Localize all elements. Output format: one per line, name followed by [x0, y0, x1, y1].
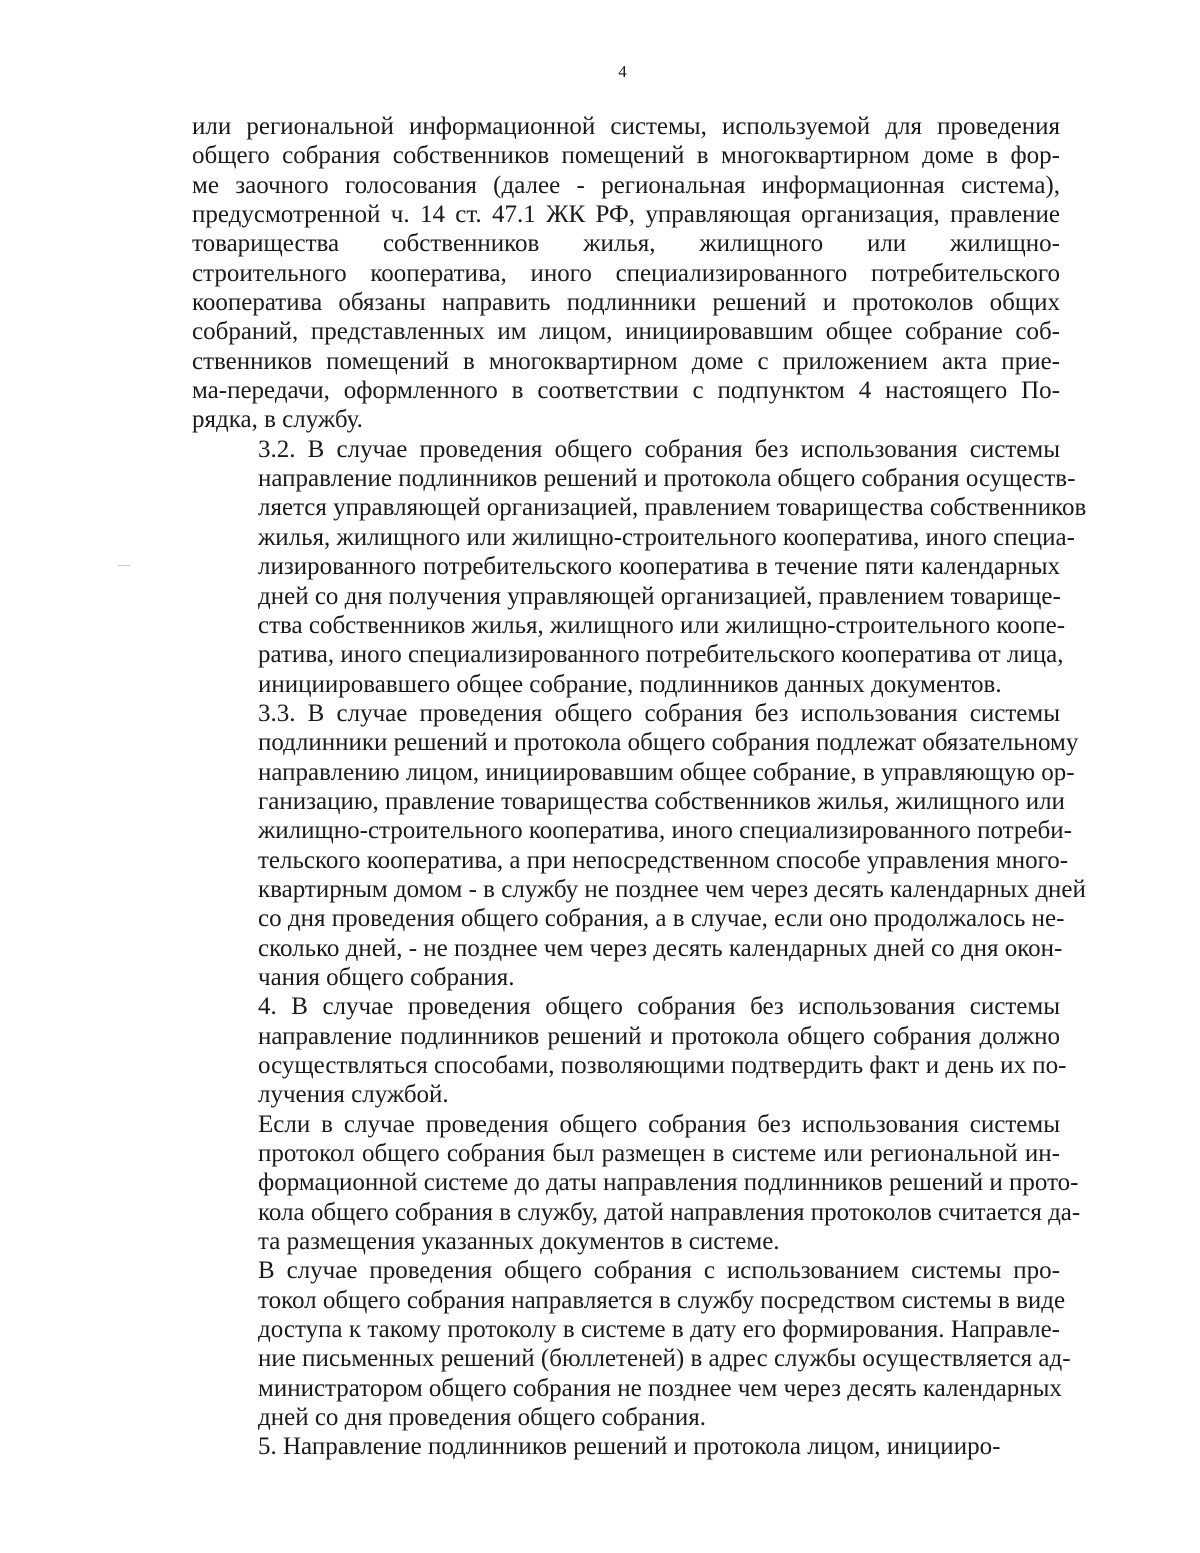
text-line: направление подлинников решений и протокола общего собрания осуществ- — [258, 465, 1076, 493]
text-line: ственников помещений в многоквартирном доме с приложением акта прие- — [192, 347, 1060, 375]
text-line: токол общего собрания направляется в службу посредством системы в виде — [258, 1286, 1066, 1314]
text-line: протокол общего собрания был размещен в системе или региональной ин- — [258, 1140, 1060, 1168]
text-line: рядка, в службу. — [192, 406, 363, 434]
text-line: дней со дня проведения общего собрания. — [258, 1404, 707, 1432]
text-line: 3.2. В случае проведения общего собрания без использования системы — [258, 435, 1060, 463]
paragraph — [192, 992, 1067, 1109]
text-line: сколько дней, - не позднее чем через десять календарных дней со дня окон- — [258, 934, 1063, 962]
text-line: дней со дня получения управляющей организацией, правлением товарище- — [258, 582, 1061, 610]
text-line: чания общего собрания. — [258, 963, 515, 991]
text-line: ганизацию, правление товарищества собственников жилья, жилищного или — [258, 787, 1065, 815]
paragraph — [192, 1432, 1060, 1461]
paragraph — [192, 112, 1060, 435]
text-line: кола общего собрания в службу, датой направления протоколов считается да- — [258, 1198, 1081, 1226]
text-line: 4. В случае проведения общего собрания без использования системы — [258, 993, 1060, 1021]
text-line: ратива, иного специализированного потребительского кооператива от лица, — [258, 641, 1064, 669]
text-line: направлению лицом, инициировавшим общее собрание, в управляющую ор- — [258, 758, 1075, 786]
text-line: 5. Направление подлинников решений и протокола лицом, инициирo- — [258, 1433, 1001, 1461]
text-line: подлинники решений и протокола общего собрания подлежат обязательному — [258, 729, 1079, 757]
text-line: ства собственников жилья, жилищного или жилищно-строительного коопе- — [258, 611, 1066, 639]
text-line: собраний, представленных им лицом, инициировавшим общее собрание соб- — [192, 318, 1060, 346]
text-line: жилищно-строительного кооператива, иного специализированного потреби- — [258, 817, 1072, 845]
text-line: формационной системе до даты направления подлинников решений и прото- — [258, 1169, 1079, 1197]
text-line: доступа к такому протоколу в системе в дату его формирования. Направле- — [258, 1316, 1060, 1344]
text-line: лизированного потребительского кооператива в течение пяти календарных — [258, 553, 1060, 581]
text-line: кооператива обязаны направить подлинники решений и протоколов общих — [192, 289, 1060, 317]
text-line: осуществляться способами, позволяющими подтвердить факт и день их по- — [258, 1052, 1067, 1079]
text-line: направление подлинников решений и протокола общего собрания должно — [258, 1022, 1060, 1050]
text-line: лучения службой. — [258, 1081, 449, 1109]
paragraph — [192, 699, 1086, 992]
text-line: ляется управляющей организацией, правлением товарищества собственников — [258, 494, 1087, 522]
text-line: ме заочного голосования (далее - региональная информационная система), — [192, 171, 1060, 199]
text-line: жилья, жилищного или жилищно-строительного кооператива, иного специа- — [258, 523, 1075, 551]
text-line: министратором общего собрания не позднее чем через десять календарных — [258, 1374, 1062, 1402]
text-line: товарищества собственников жилья, жилищного или жилищно- — [192, 230, 1060, 258]
text-line: тельского кооператива, а при непосредственном способе управления много- — [258, 846, 1069, 874]
paragraph — [192, 1110, 1081, 1257]
text-line: или региональной информационной системы, используемой для проведения — [192, 113, 1060, 140]
scan-artifact-mark — [118, 565, 130, 566]
document-body — [192, 112, 1087, 1462]
text-line: та размещения указанных документов в системе. — [258, 1228, 780, 1256]
text-line: предусмотренной ч. 14 ст. 47.1 ЖК РФ, управляющая организация, правление — [192, 201, 1060, 229]
paragraph — [192, 435, 1087, 699]
text-line: ма-передачи, оформленного в соответствии с подпунктом 4 настоящего По- — [192, 377, 1060, 405]
text-line: инициировавшего общее собрание, подлинников данных документов. — [258, 670, 1002, 698]
text-line: Если в случае проведения общего собрания без использования системы — [258, 1110, 1060, 1138]
text-line: общего собрания собственников помещений в многоквартирном доме в фор- — [192, 142, 1060, 170]
text-line: 3.3. В случае проведения общего собрания без использования системы — [258, 699, 1060, 727]
text-line: со дня проведения общего собрания, а в случае, если оно продолжалось не- — [258, 905, 1065, 933]
text-line: В случае проведения общего собрания с использованием системы про- — [258, 1257, 1060, 1285]
page-number: 4 — [618, 62, 627, 81]
paragraph — [192, 1256, 1071, 1432]
text-line: квартирным домом - в службу не позднее чем через десять календарных дней — [258, 875, 1086, 903]
text-line: ние письменных решений (бюллетеней) в адрес службы осуществляется ад- — [258, 1345, 1071, 1373]
text-line: строительного кооператива, иного специализированного потребительского — [192, 259, 1060, 287]
